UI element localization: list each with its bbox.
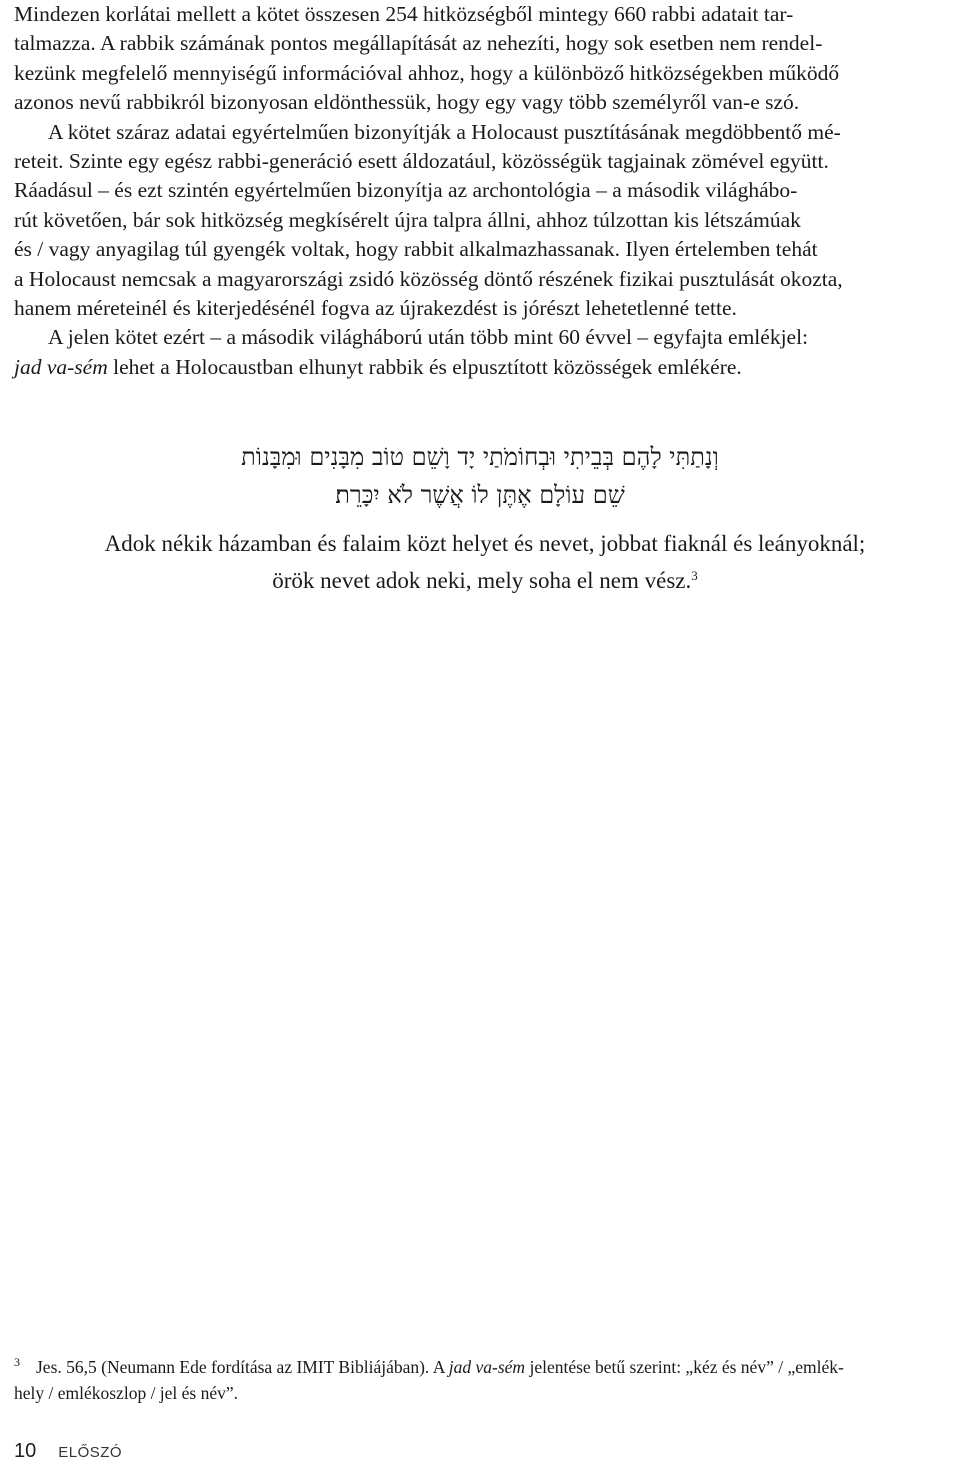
- footnote-number: 3: [14, 1355, 20, 1369]
- paragraph-1: [14, 0, 948, 118]
- hebrew-quote: [0, 438, 960, 514]
- p1-line-3: kezünk megfelelő mennyiségű információval ahhoz, hogy a különböző hitközségekben működő: [14, 60, 840, 85]
- translation-line-2-wrap: [0, 560, 960, 597]
- footnote-text-before: Jes. 56,5 (Neumann Ede fordítása az IMIT Bibliájában). A: [36, 1357, 449, 1377]
- p1-line-1: Mindezen korlátai mellett a kötet összesen 254 hitközségből mintegy 660 rabbi adatait tar-: [14, 2, 794, 26]
- footnote: [14, 1350, 948, 1406]
- p2-line-7: hanem méreteinél és kiterjedésénél fogva az újrakezdést is jórészt lehetetlenné tette.: [14, 296, 737, 321]
- p3-line-1: A jelen kötet ezért – a második világháború után több mint 60 évvel – egyfajta emlékjel:: [48, 325, 809, 350]
- p3-italic-term: jad va-sém: [14, 354, 108, 379]
- paragraph-3: [14, 323, 948, 382]
- translation-line-1: Adok nékik házamban és falaim közt helyet és nevet, jobbat fiaknál és leányoknál;: [104, 531, 866, 556]
- footnote-reference[interactable]: 3: [691, 568, 698, 583]
- p1-line-4: azonos nevű rabbikról bizonyosan eldönthessük, hogy egy vagy több személyről van-e szó.: [14, 90, 800, 115]
- footnote-italic-term: jad va-sém: [448, 1357, 526, 1377]
- page-footer: [14, 1440, 122, 1463]
- p2-line-2: reteit. Szinte egy egész rabbi-generáció esett áldozatául, közösségük tagjainak zömével együtt.: [14, 149, 829, 174]
- main-text: [14, 0, 948, 382]
- p2-line-6: a Holocaust nemcsak a magyarországi zsidó közösség döntő részének fizikai pusztulását okozta,: [14, 266, 843, 291]
- p2-line-5: és / vagy anyagilag túl gyengék voltak, hogy rabbit alkalmazhassanak. Ilyen értelemben tehát: [14, 237, 818, 262]
- quote-translation: [0, 528, 960, 597]
- p3-line-2: lehet a Holocaustban elhunyt rabbik és elpusztított közösségek emlékére.: [107, 354, 742, 379]
- p2-line-1: A kötet száraz adatai egyértelműen bizonyítják a Holocaust pusztításának megdöbbentő mé-: [48, 119, 841, 144]
- footnote-line-2: hely / emlékoszlop / jel és név”.: [14, 1382, 239, 1403]
- footnote-text-after: jelentése betű szerint: „kéz és név” / „emlék-: [525, 1357, 844, 1377]
- p2-line-4: rút követően, bár sok hitközség megkísérelt újra talpra állni, ahhoz túlzottan kis létszámúak: [14, 207, 801, 232]
- section-title: ELŐSZÓ: [58, 1444, 123, 1461]
- hebrew-line-1: וְנָתַתִּי לָהֶם בְּבֵיתִי וּבְחוֹמֹתַי יָד וָשֵׁם טוֹב מִבָּנִים וּמִבָּנוֹת: [241, 443, 719, 471]
- hebrew-line-2: שֵׁם עוֹלָם אֶתֶּן לוֹ אֲשֶׁר לֹא יִכָּרֵת׃: [335, 481, 625, 509]
- paragraph-2: [14, 118, 948, 324]
- p1-line-2: talmazza. A rabbik számának pontos megállapítását az nehezíti, hogy sok esetben nem rendel-: [14, 31, 823, 56]
- translation-line-2: örök nevet adok neki, mely soha el nem vész.: [272, 568, 692, 593]
- page-number: 10: [14, 1440, 37, 1462]
- p2-line-3: Ráadásul – és ezt szintén egyértelműen bizonyítja az archontológia – a második világhábo-: [14, 178, 798, 203]
